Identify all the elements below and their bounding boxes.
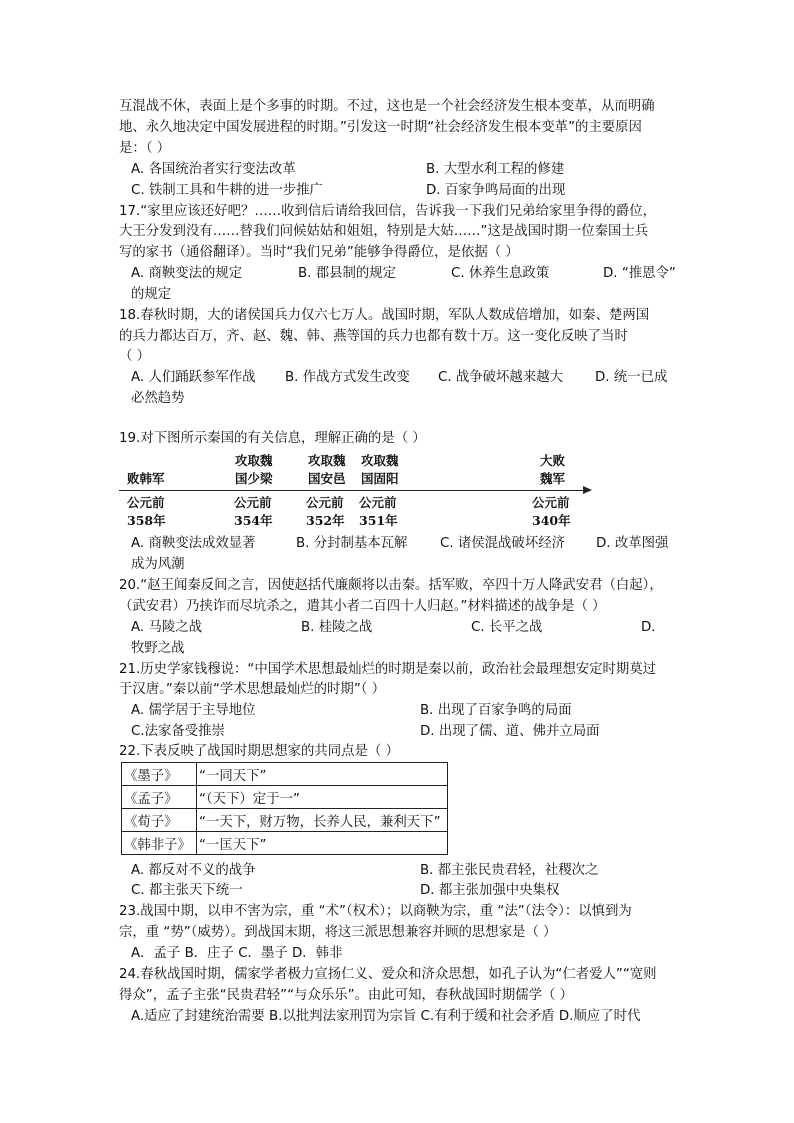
q19-option-a: A. 商鞅变法成效显著: [131, 536, 256, 551]
q18-stem-line-2: 的兵力都达百万，齐、赵、魏、韩、燕等国的兵力也都有数十万。这一变化反映了当时: [119, 329, 628, 344]
timeline-event-3-top-1: 攻取魏: [308, 453, 346, 468]
timeline-event-3-top-2: 国安邑: [308, 471, 346, 486]
q22-option-a: A. 都反对不义的战争: [131, 863, 256, 878]
q21-option-c: C.法家备受推崇: [131, 724, 225, 739]
q18-option-a: A. 人们踊跃参军作战: [131, 370, 256, 385]
q17-option-a: A. 商鞅变法的规定: [131, 266, 243, 281]
table-cell-quote: “一天下，财万物，长养人民，兼利天下”: [197, 809, 448, 832]
timeline-event-4-top-2: 国固阳: [361, 471, 399, 486]
q24-stem-line-1: 24.春秋战国时期，儒家学者极力宣扬仁义、爱众和济众思想，如孔子认为“仁者爱人”“宽则: [119, 967, 657, 982]
q21-option-d: D. 出现了儒、道、佛并立局面: [420, 724, 600, 739]
q24-options: A.适应了封建统治需要 B.以批判法家刑罚为宗旨 C.有利于缓和社会矛盾 D.顺应了时代: [131, 1009, 641, 1024]
table-cell-book: 《荀子》: [122, 809, 197, 832]
q21-option-b: B. 出现了百家争鸣的局面: [420, 703, 572, 718]
q20-option-c: C. 长平之战: [471, 620, 543, 635]
q21-stem-line-1: 21.历史学家钱穆说：“中国学术思想最灿烂的时期是秦以前，政治社会最理想安定时期莫过: [119, 662, 657, 677]
table-cell-quote: “一同天下”: [197, 763, 448, 786]
q16-stem-line-2: 地、永久地决定中国发展进程的时期。”引发这一时期“社会经济发生根本变革”的主要原因: [119, 120, 642, 135]
q20-option-b: B. 桂陵之战: [301, 620, 373, 635]
q24-stem-line-2: 得众”，孟子主张“民贵君轻”“与众乐乐”。由此可知，春秋战国时期儒学（ ）: [119, 988, 574, 1003]
timeline-event-4-date-2: 351年: [359, 513, 398, 528]
timeline-event-5-date-2: 340年: [532, 513, 571, 528]
q18-option-d-wrap: 必然趋势: [131, 391, 185, 406]
timeline-event-2-date-1: 公元前: [234, 495, 272, 510]
q18-option-c: C. 战争破坏越来越大: [438, 370, 563, 385]
table-cell-quote: “一匡天下”: [197, 832, 448, 855]
timeline-event-3-date-1: 公元前: [306, 495, 344, 510]
q19-option-d-wrap: 成为风潮: [131, 557, 185, 572]
q23-stem-line-2: 宗，重 “势”（威势）。到战国末期，将这三派思想兼容并顾的思想家是（ ）: [119, 925, 557, 940]
q18-option-b: B. 作战方式发生改变: [285, 370, 410, 385]
q17-option-d-wrap: 的规定: [131, 287, 172, 302]
table-cell-book: 《韩非子》: [122, 832, 197, 855]
q18-stem-line-1: 18.春秋时期，大的诸侯国兵力仅六七万人。战国时期，军队人数成倍增加，如秦、楚两国: [119, 308, 650, 323]
q22-option-c: C. 都主张天下统一: [131, 883, 243, 898]
q19-option-b: B. 分封制基本瓦解: [296, 536, 408, 551]
q17-option-d: D. “推恩令”: [603, 266, 676, 281]
q22-table: [121, 762, 448, 855]
q16-stem-line-1: 互混战不休，表面上是个多事的时期。不过，这也是一个社会经济发生根本变革，从而明确: [119, 99, 655, 114]
q21-option-a: A. 儒学居于主导地位: [131, 703, 256, 718]
q16-stem-line-3: 是：（ ）: [119, 141, 171, 156]
q22-option-d: D. 都主张加强中央集权: [420, 883, 560, 898]
timeline-event-2-top-1: 攻取魏: [235, 453, 273, 468]
timeline-event-5-top-1: 大败: [540, 453, 566, 468]
timeline-event-2-top-2: 国少梁: [235, 471, 273, 486]
q17-stem-line-3: 写的家书（通俗翻译）。当时“我们兄弟”能够争得爵位，是依据（ ）: [119, 245, 519, 260]
table-cell-book: 《墨子》: [122, 763, 197, 786]
table-row: [122, 763, 448, 786]
q17-option-b: B. 郡县制的规定: [298, 266, 397, 281]
q20-stem-line-1: 20.“赵王闻秦反间之言，因使赵括代廉颇将以击秦。括军败，卒四十万人降武安君（白起），: [119, 578, 663, 593]
q16-option-d: D. 百家争鸣局面的出现: [426, 183, 566, 198]
table-row: [122, 786, 448, 809]
table-row: [122, 832, 448, 855]
timeline-arrowhead: [583, 486, 592, 494]
timeline-event-1-date-1: 公元前: [127, 495, 165, 510]
q20-stem-line-2: （武安君）乃挟诈而尽坑杀之，遣其小者二百四十人归赵。”材料描述的战争是（ ）: [119, 599, 606, 614]
q22-option-b: B. 都主张民贵君轻，社稷次之: [420, 863, 599, 878]
q19-option-d: D. 改革图强: [596, 536, 669, 551]
q23-options: A．孟子 B．庄子 C．墨子 D．韩非: [131, 946, 343, 961]
q21-stem-line-2: 于汉唐。”秦以前“学术思想最灿烂的时期”（ ）: [119, 682, 386, 697]
q20-option-a: A. 马陵之战: [131, 620, 202, 635]
table-cell-quote: “（天下）定于一”: [197, 786, 448, 809]
timeline-event-4-top-1: 攻取魏: [361, 453, 399, 468]
q19-stem: 19.对下图所示秦国的有关信息，理解正确的是（ ）: [119, 431, 426, 446]
q23-stem-line-1: 23.战国中期，以申不害为宗，重 “术”（权术）；以商鞅为宗，重 “法”（法令）：以慎到为: [119, 904, 632, 919]
q18-stem-line-3: （ ）: [119, 349, 151, 364]
timeline-event-2-date-2: 354年: [234, 513, 273, 528]
q17-option-c: C. 休养生息政策: [451, 266, 550, 281]
q17-stem-line-2: 大王分发到没有……替我们问候姑姑和姐姐，特别是大姑……”这是战国时期一位秦国士兵: [119, 224, 649, 239]
timeline-event-3-date-2: 352年: [306, 513, 345, 528]
timeline-event-1-date-2: 358年: [127, 513, 166, 528]
timeline-event-4-date-1: 公元前: [359, 495, 397, 510]
timeline-event-5-top-2: 魏军: [540, 471, 566, 486]
q16-option-c: C. 铁制工具和牛耕的进一步推广: [131, 183, 323, 198]
q22-stem: 22.下表反映了战国时期思想家的共同点是（ ）: [119, 744, 399, 759]
q16-option-b: B. 大型水利工程的修建: [426, 162, 565, 177]
q20-option-d: D.: [641, 620, 656, 635]
timeline-event-1-top-2: 败韩军: [127, 471, 165, 486]
timeline-event-5-date-1: 公元前: [532, 495, 570, 510]
q19-option-c: C. 诸侯混战破坏经济: [440, 536, 565, 551]
q20-option-d-wrap: 牧野之战: [131, 641, 185, 656]
table-cell-book: 《孟子》: [122, 786, 197, 809]
q18-option-d: D. 统一已成: [595, 370, 668, 385]
table-row: [122, 809, 448, 832]
q16-option-a: A. 各国统治者实行变法改革: [131, 162, 296, 177]
q17-stem-line-1: 17.“家里应该还好吧？……收到信后请给我回信，告诉我一下我们兄弟给家里争得的爵位，: [119, 204, 657, 219]
timeline-axis: [119, 490, 585, 491]
